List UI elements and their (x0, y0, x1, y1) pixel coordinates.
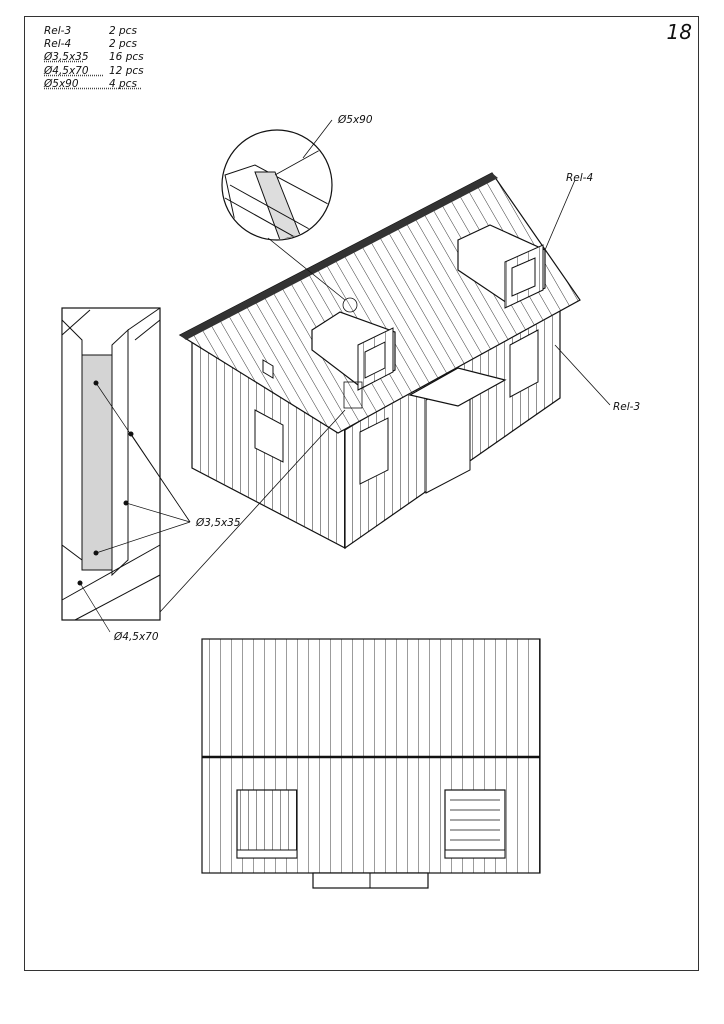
part-quantity: 4 pcs (109, 77, 137, 90)
page-number: 18 (666, 20, 692, 44)
house-front-elevation (202, 639, 540, 888)
part-code: Ø5x90 (44, 77, 79, 90)
house-isometric-view (180, 173, 580, 548)
part-code: Ø4,5x70 (44, 64, 89, 77)
part-code: Rel-3 (44, 25, 72, 37)
part-code: Rel-4 (44, 38, 72, 51)
callout-screw-4-5x70: Ø4,5x70 (114, 631, 159, 643)
part-quantity: 2 pcs (109, 38, 137, 51)
callout-screw-5x90: Ø5x90 (338, 114, 373, 126)
part-code: Ø3,5x35 (44, 51, 89, 64)
callout-rel4: Rel-4 (566, 172, 594, 184)
part-quantity: 12 pcs (109, 64, 144, 77)
part-quantity: 2 pcs (109, 25, 137, 37)
callout-rel3: Rel-3 (613, 401, 641, 413)
part-quantity: 16 pcs (109, 51, 144, 64)
leader-line (555, 345, 610, 405)
callout-screw-3-5x35: Ø3,5x35 (196, 517, 241, 529)
leader-line (545, 180, 575, 250)
